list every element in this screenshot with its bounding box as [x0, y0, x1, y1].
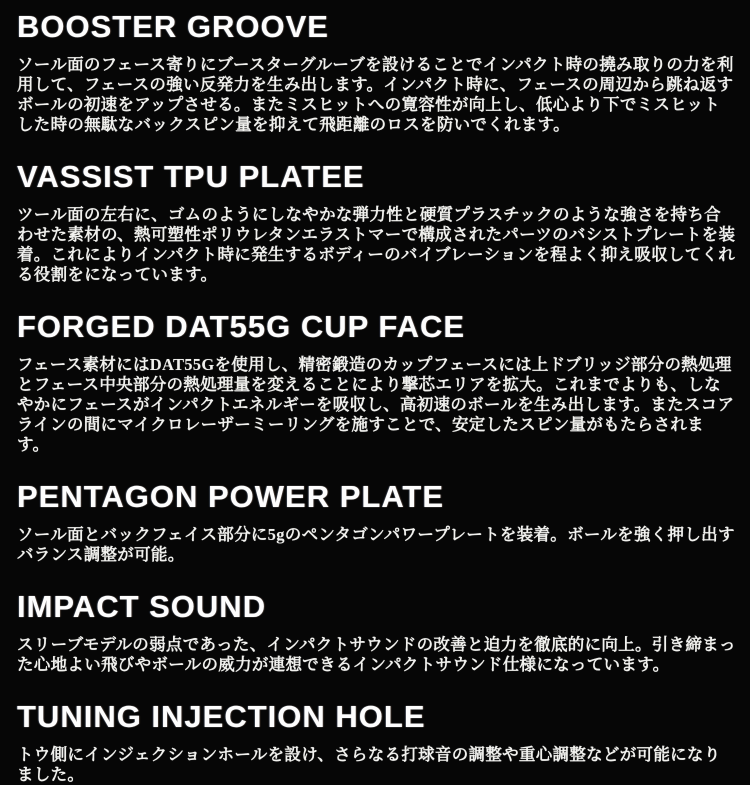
section-pentagon-power-plate — [17, 479, 736, 565]
section-body-forged-dat55g-cup-face: フェース素材にはDAT55Gを使用し、精密鍛造のカップフェースには上ドブリッジ部分の熱処理とフェース中央部分の熱処理量を変えることにより撃芯エリアを拡大。これまでよりも、しなやかにフェースがインパクトエネルギーを吸収し、高初速のボールを生み出します。またスコアラインの間にマイクロレーザーミーリングを施すことで、安定したスピン量がもたらされます。 — [17, 355, 735, 454]
section-title-booster-groove: BOOSTER GROOVE — [17, 9, 329, 44]
section-forged-dat55g-cup-face — [17, 309, 736, 455]
section-title-vassist-tpu-plate: VASSIST TPU PLATEE — [17, 159, 365, 194]
section-body-impact-sound: スリーブモデルの弱点であった、インパクトサウンドの改善と迫力を徹底的に向上。引き締まった心地よい飛びやボールの威力が連想できるインパクトサウンド仕様になっています。 — [17, 635, 736, 674]
section-body-pentagon-power-plate: ソール面とバックフェイス部分に5gのペンタゴンパワープレートを装着。ボールを強く押し出すバランス調整が可能。 — [17, 525, 735, 564]
section-title-forged-dat55g-cup-face: FORGED DAT55G CUP FACE — [17, 309, 466, 344]
section-impact-sound — [17, 589, 736, 675]
section-title-pentagon-power-plate: PENTAGON POWER PLATE — [17, 479, 445, 514]
section-vassist-tpu-plate — [17, 159, 736, 285]
section-booster-groove — [17, 9, 736, 135]
section-body-tuning-injection-hole: トウ側にインジェクションホールを設け、さらなる打球音の調整や重心調整などが可能になりました。 — [17, 745, 721, 784]
section-tuning-injection-hole — [17, 699, 736, 785]
section-title-impact-sound: IMPACT SOUND — [17, 589, 267, 624]
section-body-booster-groove: ソール面のフェース寄りにブースターグルーブを設けることでインパクト時の撓み取りの力を利用して、フェースの強い反発力を生み出します。インパクト時に、フェースの周辺から跳ね返すボールの初速をアップさせる。またミスヒットへの寛容性が向上し、低心より下でミスヒットした時の無駄なバックスピン量を抑えて飛距離のロスを防いでくれます。 — [17, 55, 734, 134]
section-title-tuning-injection-hole: TUNING INJECTION HOLE — [17, 699, 426, 734]
section-body-vassist-tpu-plate: ツール面の左右に、ゴムのようにしなやかな弾力性と硬質プラスチックのような強さを持ち合わせた素材の、熱可塑性ポリウレタンエラストマーで構成されたパーツのバシストプレートを装着。これによりインパクト時に発生するボディーのバイブレーションを程よく抑え吸収してくれる役割をになっています。 — [17, 205, 736, 284]
